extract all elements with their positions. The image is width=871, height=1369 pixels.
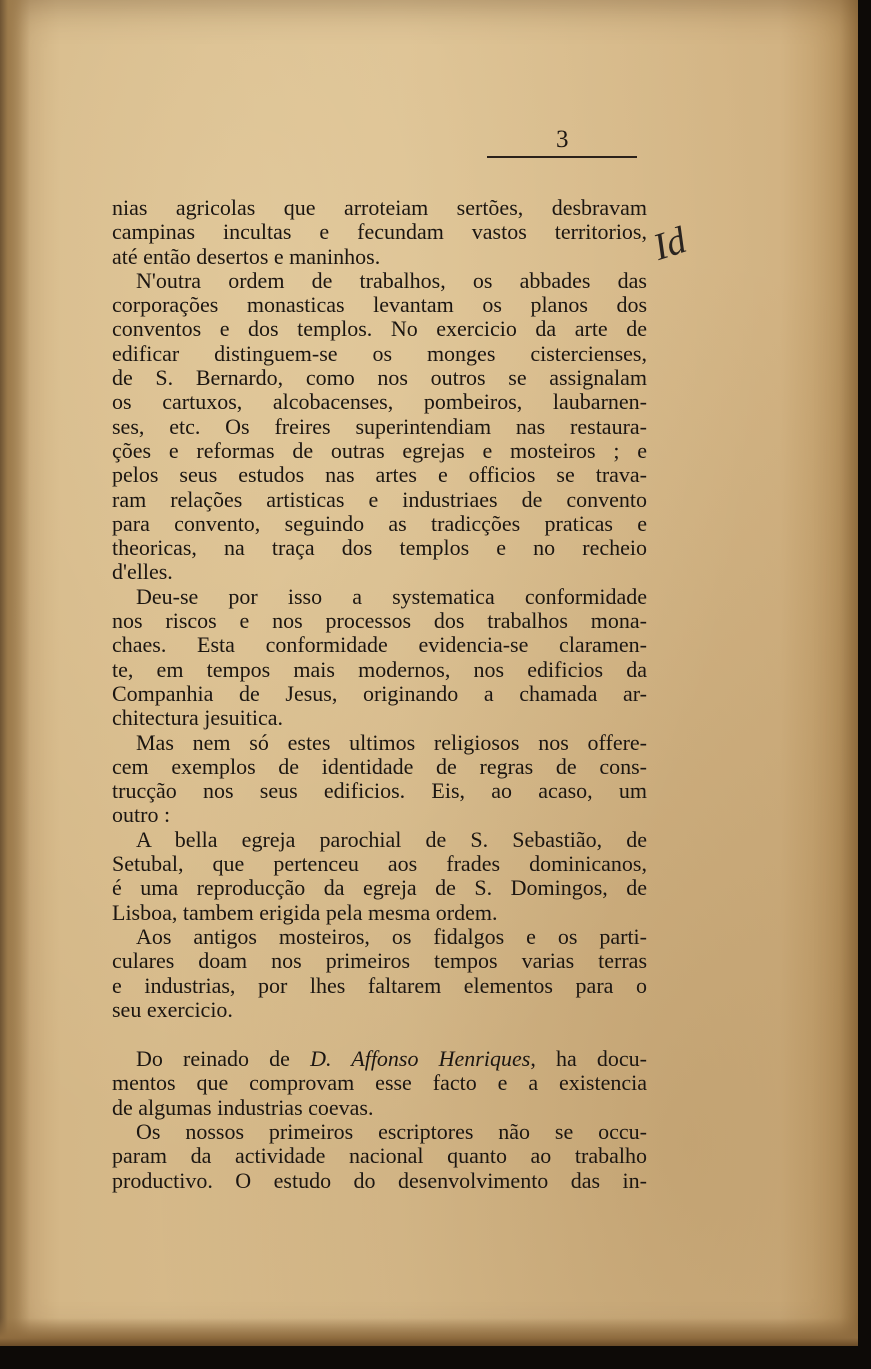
text-line: Os nossos primeiros escriptores não se occu- bbox=[136, 1118, 647, 1144]
text-line: ses, etc. Os freires superintendiam nas restaura- bbox=[112, 413, 647, 439]
text-line: culares doam nos primeiros tempos varias terras bbox=[112, 948, 647, 974]
page-binding-edge bbox=[0, 0, 30, 1346]
text-line: trucção nos seus edificios. Eis, ao acaso, um bbox=[112, 778, 647, 804]
text-line: A bella egreja parochial de S. Sebastião, de bbox=[136, 826, 647, 852]
text-line: param da actividade nacional quanto ao trabalho bbox=[112, 1143, 647, 1169]
text-line: Aos antigos mosteiros, os fidalgos e os parti- bbox=[136, 923, 647, 949]
body-text-first-part bbox=[112, 196, 647, 1022]
text-line: ções e reformas de outras egrejas e mosteiros ; e bbox=[112, 437, 647, 463]
reign-name-italic: D. Affonso Henriques bbox=[310, 1046, 531, 1072]
reign-text-after: , ha docu- bbox=[530, 1046, 647, 1072]
text-line: conventos e dos templos. No exercicio da arte de bbox=[112, 316, 647, 342]
text-line: Lisboa, tambem erigida pela mesma ordem. bbox=[112, 899, 498, 925]
text-line: para convento, seguindo as tradicções praticas e bbox=[112, 510, 647, 536]
text-line: Companhia de Jesus, originando a chamada ar- bbox=[112, 680, 647, 706]
text-line: edificar distinguem-se os monges cistercienses, bbox=[112, 340, 647, 366]
text-line: os cartuxos, alcobacenses, pombeiros, laubarnen- bbox=[112, 389, 647, 415]
text-line: N'outra ordem de trabalhos, os abbades das bbox=[136, 267, 647, 293]
text-line: productivo. O estudo do desenvolvimento das in- bbox=[112, 1167, 647, 1193]
text-line: de S. Bernardo, como nos outros se assignalam bbox=[112, 365, 647, 391]
body-text bbox=[112, 196, 647, 1193]
text-line: chitectura jesuitica. bbox=[112, 705, 284, 731]
text-line: nias agricolas que arroteiam sertões, desbravam bbox=[112, 195, 647, 220]
text-line: chaes. Esta conformidade evidencia-se claramen- bbox=[112, 632, 647, 658]
text-line: cem exemplos de identidade de regras de cons- bbox=[112, 753, 647, 779]
text-line: mentos que comprovam esse facto e a existencia bbox=[112, 1070, 647, 1096]
page-number: 3 bbox=[556, 126, 569, 153]
text-line: até então desertos e maninhos. bbox=[112, 243, 381, 269]
text-line-reign bbox=[112, 1047, 647, 1071]
text-line: nos riscos e nos processos dos trabalhos mona- bbox=[112, 608, 647, 634]
text-line: de algumas industrias coevas. bbox=[112, 1094, 374, 1120]
text-line: te, em tempos mais modernos, nos edificios da bbox=[112, 656, 647, 682]
reign-text-before: Do reinado de bbox=[136, 1046, 311, 1072]
text-line: campinas incultas e fecundam vastos territorios, bbox=[112, 219, 647, 245]
body-text-second-part bbox=[112, 1071, 647, 1192]
text-line: Deu-se por isso a systematica conformidade bbox=[136, 583, 647, 609]
text-line: e industrias, por lhes faltarem elementos para o bbox=[112, 972, 647, 998]
text-line: Mas nem só estes ultimos religiosos nos offere- bbox=[136, 729, 647, 755]
text-line: pelos seus estudos nas artes e officios se trava- bbox=[112, 462, 647, 488]
handwritten-margin-note: Id bbox=[648, 219, 692, 269]
text-line: outro : bbox=[112, 802, 171, 828]
header-rule bbox=[487, 156, 637, 158]
text-line: d'elles. bbox=[112, 559, 173, 585]
text-line: ram relações artisticas e industriaes de convento bbox=[112, 486, 647, 512]
text-line: seu exercicio. bbox=[112, 996, 233, 1022]
text-line: theoricas, na traça dos templos e no recheio bbox=[112, 535, 647, 561]
text-line: corporações monasticas levantam os planos dos bbox=[112, 292, 647, 318]
text-line: é uma reproducção da egreja de S. Domingos, de bbox=[112, 875, 647, 901]
text-line: Setubal, que pertenceu aos frades dominicanos, bbox=[112, 851, 647, 877]
page-bottom-edge bbox=[0, 1318, 858, 1346]
